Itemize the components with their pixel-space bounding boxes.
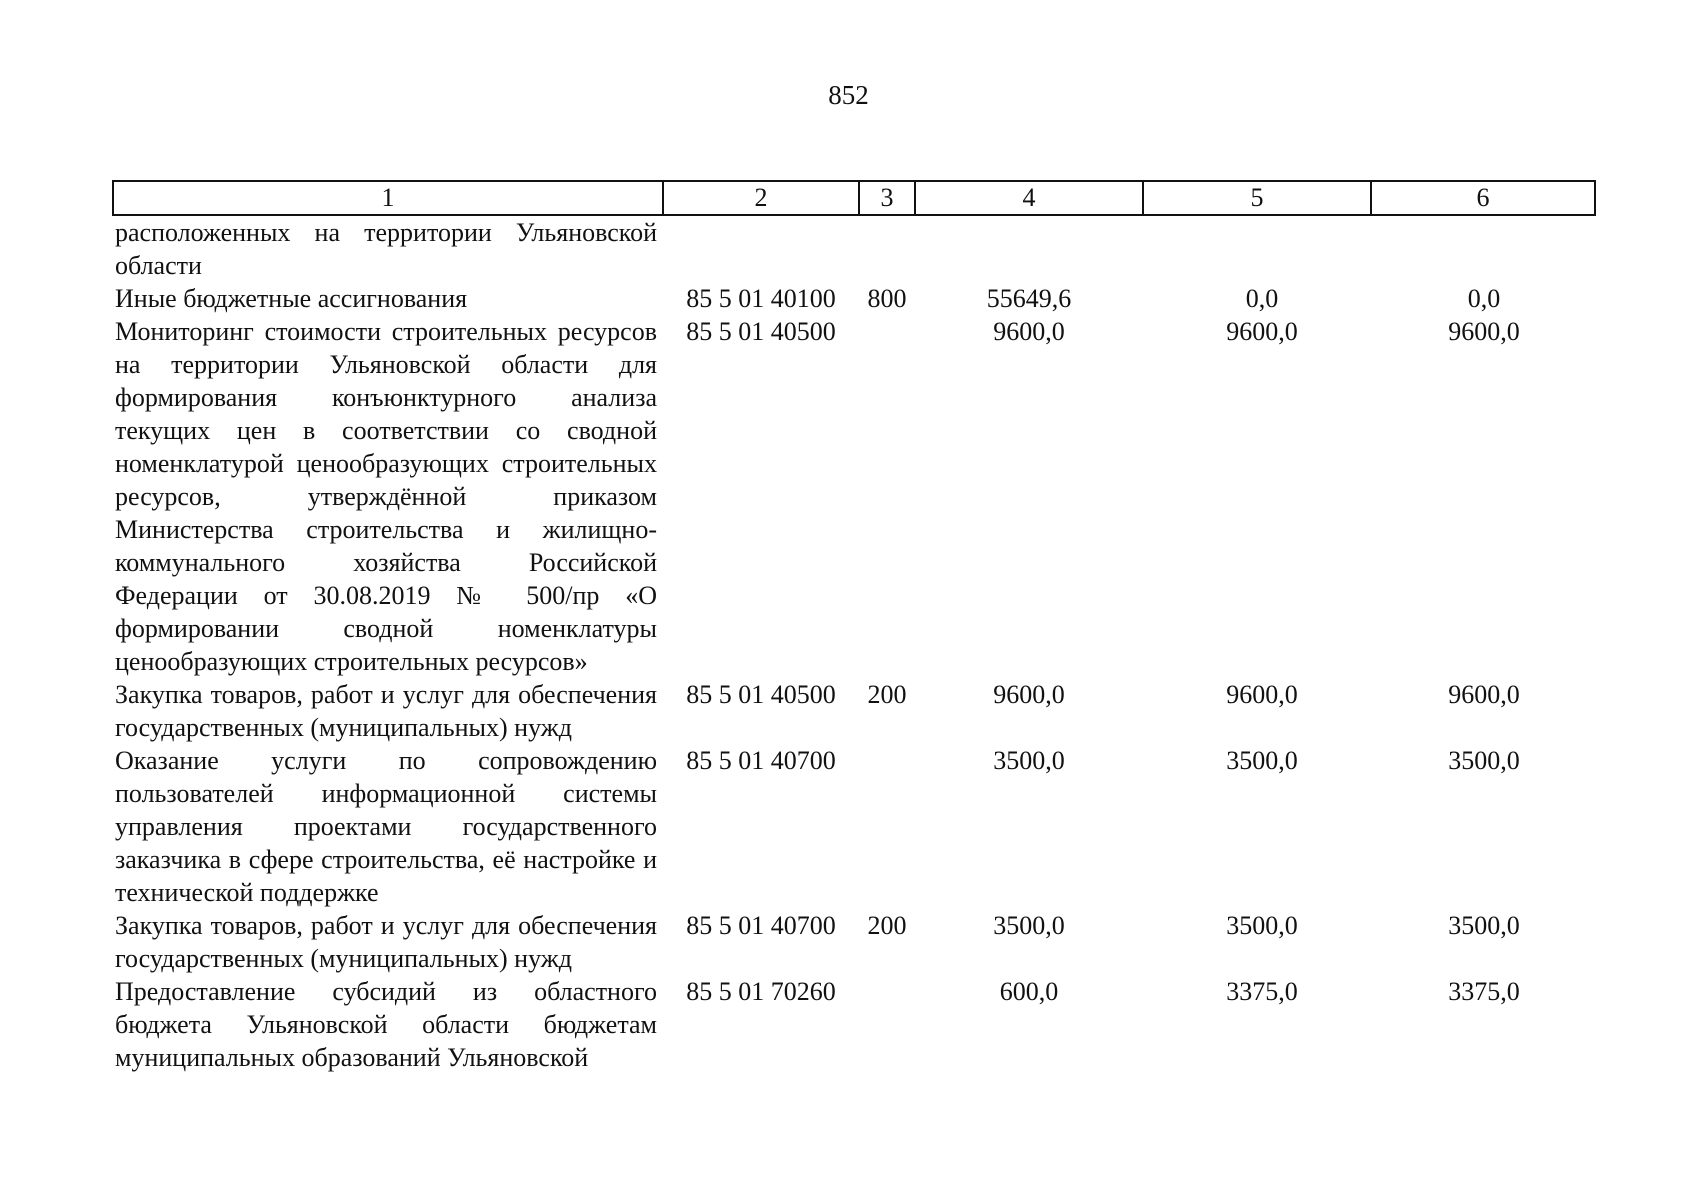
row-code: 85 5 01 40100 bbox=[686, 284, 836, 313]
row-name: Оказание услуги по сопровождению пользователей информационной системы управления проектами государственного заказчика в сфере строительства, её настройке и технической поддержке bbox=[115, 746, 657, 907]
row-value-col6: 3500,0 bbox=[1448, 911, 1520, 940]
table-body bbox=[113, 215, 1595, 1074]
row-name: Мониторинг стоимости строительных ресурсов на территории Ульяновской области для формирования конъюнктурного анализа текущих цен в соответствии со сводной номенклатурой ценообразующих строительных ресурсов, утверждённой приказом Министерства строительства и жилищно-коммунального хозяйства Российской Федерации от 30.08.2019 № 500/пр «О формировании сводной номенклатуры ценообразующих строительных ресурсов» bbox=[115, 317, 657, 676]
table-row bbox=[113, 678, 1595, 744]
table-header bbox=[113, 181, 1595, 215]
row-value-col6: 9600,0 bbox=[1448, 680, 1520, 709]
table-row bbox=[113, 909, 1595, 975]
row-expense-type bbox=[859, 744, 915, 909]
row-value-col4: 55649,6 bbox=[986, 284, 1072, 313]
row-code: 85 5 01 40700 bbox=[686, 746, 836, 775]
row-value-col5: 3375,0 bbox=[1226, 977, 1298, 1006]
row-value-col5: 0,0 bbox=[1245, 284, 1279, 313]
budget-table bbox=[112, 180, 1596, 1074]
row-value-col6: 9600,0 bbox=[1448, 317, 1520, 346]
table-row bbox=[113, 282, 1595, 315]
row-value-col5: 3500,0 bbox=[1226, 746, 1298, 775]
row-value-col4: 9600,0 bbox=[993, 680, 1065, 709]
row-value-col5: 3500,0 bbox=[1226, 911, 1298, 940]
row-name: Иные бюджетные ассигнования bbox=[115, 284, 468, 313]
row-code: 85 5 01 40500 bbox=[686, 317, 836, 346]
row-code: 85 5 01 40500 bbox=[686, 680, 836, 709]
row-value-col4: 600,0 bbox=[999, 977, 1059, 1006]
row-value-col6: 0,0 bbox=[1467, 284, 1501, 313]
row-value-col6: 3500,0 bbox=[1448, 746, 1520, 775]
header-col-2: 2 bbox=[663, 181, 859, 215]
row-value-col4 bbox=[915, 215, 1143, 282]
row-expense-type: 800 bbox=[867, 284, 907, 313]
header-col-3: 3 bbox=[859, 181, 915, 215]
table-row bbox=[113, 975, 1595, 1074]
row-value-col5: 9600,0 bbox=[1226, 680, 1298, 709]
page-number: 852 bbox=[828, 80, 869, 110]
header-col-4: 4 bbox=[915, 181, 1143, 215]
row-name: Предоставление субсидий из областного бюджета Ульяновской области бюджетам муниципальных образований Ульяновской bbox=[115, 977, 657, 1072]
row-code bbox=[663, 215, 859, 282]
row-value-col6: 3375,0 bbox=[1448, 977, 1520, 1006]
row-expense-type bbox=[859, 975, 915, 1074]
row-name: расположенных на территории Ульяновской области bbox=[115, 218, 657, 280]
table-row bbox=[113, 215, 1595, 282]
row-expense-type bbox=[859, 215, 915, 282]
row-value-col5: 9600,0 bbox=[1226, 317, 1298, 346]
table-row bbox=[113, 744, 1595, 909]
row-code: 85 5 01 70260 bbox=[686, 977, 836, 1006]
header-col-6: 6 bbox=[1371, 181, 1595, 215]
row-name: Закупка товаров, работ и услуг для обеспечения государственных (муниципальных) нужд bbox=[115, 680, 657, 742]
row-value-col4: 3500,0 bbox=[993, 746, 1065, 775]
table-row bbox=[113, 315, 1595, 678]
row-value-col4: 9600,0 bbox=[993, 317, 1065, 346]
row-name: Закупка товаров, работ и услуг для обеспечения государственных (муниципальных) нужд bbox=[115, 911, 657, 973]
row-expense-type: 200 bbox=[867, 911, 907, 940]
header-col-5: 5 bbox=[1143, 181, 1371, 215]
header-row bbox=[113, 181, 1595, 215]
row-expense-type: 200 bbox=[867, 680, 907, 709]
header-col-1: 1 bbox=[113, 181, 663, 215]
row-value-col4: 3500,0 bbox=[993, 911, 1065, 940]
row-value-col6 bbox=[1371, 215, 1595, 282]
row-expense-type bbox=[859, 315, 915, 678]
row-code: 85 5 01 40700 bbox=[686, 911, 836, 940]
row-value-col5 bbox=[1143, 215, 1371, 282]
